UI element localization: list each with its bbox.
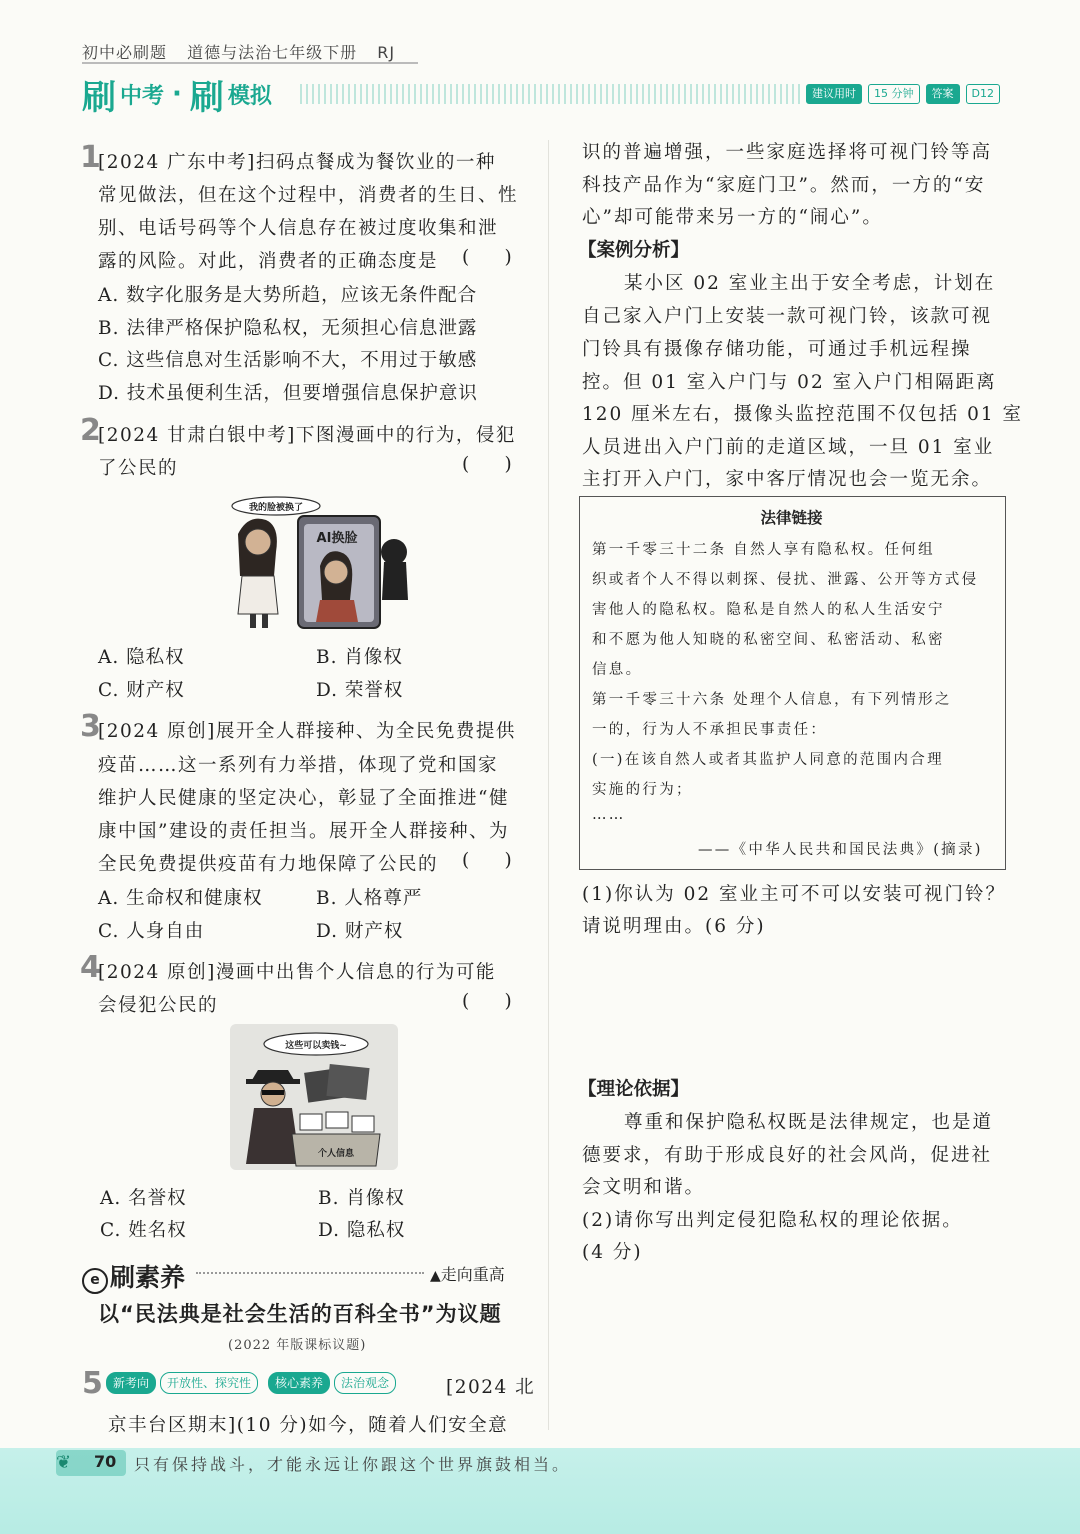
time-value: 15 分钟 bbox=[868, 84, 920, 104]
law-line-10: …… bbox=[592, 807, 626, 823]
section-brand bbox=[82, 74, 272, 118]
q2-option-d: D. 荣誉权 bbox=[316, 680, 404, 701]
tag-rule-of-law: 法治观念 bbox=[334, 1372, 396, 1394]
case-line-3: 门铃具有摄像存储功能，可通过手机远程操 bbox=[582, 339, 972, 360]
brand-dot: · bbox=[172, 79, 182, 109]
topic-title: 以“民法典是社会生活的百科全书”为议题 bbox=[98, 1302, 502, 1326]
intro-line-3: 心”却可能带来另一方的“闹心”。 bbox=[582, 207, 883, 228]
q1-option-a: A. 数字化服务是大势所趋，应该无条件配合 bbox=[98, 285, 478, 306]
question-number-5: 5 bbox=[82, 1366, 103, 1401]
q3-line-2: 疫苗……这一系列有力举措，体现了党和国家 bbox=[98, 755, 499, 776]
q4-line-1: [2024 原创]漫画中出售个人信息的行为可能 bbox=[98, 962, 496, 983]
q4-option-b: B. 肖像权 bbox=[318, 1188, 405, 1209]
q4-answer-blank[interactable]: ( ) bbox=[462, 991, 512, 1012]
law-source: ——《中华人民共和国民法典》(摘录) bbox=[698, 842, 983, 858]
cartoon1-bubble: 我的脸被换了 bbox=[248, 503, 304, 513]
q5-tags bbox=[106, 1372, 396, 1394]
q3-line-3: 维护人民健康的坚定决心，彰显了全面推进“健 bbox=[98, 788, 509, 809]
edition-label: RJ bbox=[377, 43, 396, 62]
cartoon1-label: AI换脸 bbox=[316, 531, 358, 546]
tag-core-literacy: 核心素养 bbox=[268, 1372, 330, 1394]
case-line-4: 控。但 01 室入户门与 02 室入户门相隔距离 bbox=[582, 372, 997, 393]
suyang-title-text: 刷素养 bbox=[110, 1263, 186, 1292]
question-number-4: 4 bbox=[80, 950, 101, 985]
case-line-6: 人员进出入户门前的走道区域，一旦 01 室业 bbox=[582, 437, 995, 458]
sub-question-1-line-1: (1)你认为 02 室业主可不可以安装可视门铃？ bbox=[582, 884, 1007, 905]
q1-line-1: [2024 广东中考]扫码点餐成为餐饮业的一种 bbox=[98, 152, 496, 173]
q2-option-a: A. 隐私权 bbox=[98, 647, 185, 668]
suyang-side-text: 走向重高 bbox=[440, 1265, 505, 1284]
theory-line-2: 德要求，有助于形成良好的社会风尚，促进社 bbox=[582, 1145, 993, 1166]
law-line-6: 第一千零三十六条 处理个人信息，有下列情形之 bbox=[592, 692, 952, 708]
q3-answer-blank[interactable]: ( ) bbox=[462, 850, 512, 871]
brand-moni: 模拟 bbox=[227, 83, 272, 109]
time-label: 建议用时 bbox=[806, 84, 862, 104]
law-line-1: 第一千零三十二条 自然人享有隐私权。任何组 bbox=[592, 542, 935, 558]
q4-option-d: D. 隐私权 bbox=[318, 1220, 406, 1241]
cartoon2-bubble: 这些可以卖钱~ bbox=[285, 1041, 347, 1051]
question-number-3: 3 bbox=[80, 709, 101, 744]
q1-option-c: C. 这些信息对生活影响不大，不用过于敏感 bbox=[98, 350, 478, 371]
q1-line-3: 别、电话号码等个人信息存在被过度收集和泄 bbox=[98, 218, 499, 239]
q4-option-c: C. 姓名权 bbox=[100, 1220, 187, 1241]
case-line-7: 主打开入户门，家中客厅情况也会一览无余。 bbox=[582, 469, 993, 490]
brand-stripe-decoration bbox=[300, 84, 800, 104]
section-icon: e bbox=[82, 1268, 108, 1294]
brand-shua-2: 刷 bbox=[189, 77, 224, 118]
law-line-4: 和不愿为他人知晓的私密空间、私密活动、私密 bbox=[592, 632, 945, 648]
law-line-2: 织或者个人不得以刺探、侵扰、泄露、公开等方式侵 bbox=[592, 572, 979, 588]
q2-line-1: [2024 甘肃白银中考]下图漫画中的行为，侵犯 bbox=[98, 425, 516, 446]
case-line-2: 自己家入户门上安装一款可视门铃，该款可视 bbox=[582, 306, 993, 327]
selling-info-cartoon bbox=[230, 1024, 398, 1170]
law-line-3: 害他人的隐私权。隐私是自然人的私人生活安宁 bbox=[592, 602, 945, 618]
suyang-section-title bbox=[82, 1258, 185, 1294]
book-header bbox=[82, 40, 409, 63]
q3-option-c: C. 人身自由 bbox=[98, 921, 205, 942]
time-info bbox=[806, 84, 1000, 104]
case-line-1: 某小区 02 室业主出于安全考虑，计划在 bbox=[624, 273, 996, 294]
tag-new-direction: 新考向 bbox=[106, 1372, 156, 1394]
theory-line-1: 尊重和保护隐私权既是法律规定，也是道 bbox=[624, 1112, 994, 1133]
q2-answer-blank[interactable]: ( ) bbox=[462, 454, 512, 475]
cartoon2-box-label: 个人信息 bbox=[317, 1149, 355, 1159]
climb-icon: ▲ bbox=[430, 1268, 441, 1284]
law-line-9: 实施的行为； bbox=[592, 782, 693, 798]
brand-shua-1: 刷 bbox=[82, 77, 116, 118]
law-link-title: 法律链接 bbox=[760, 509, 823, 527]
case-analysis-heading: 【案例分析】 bbox=[578, 240, 690, 261]
suyang-side-label bbox=[430, 1262, 505, 1285]
leaf-icon: ❦ bbox=[56, 1452, 72, 1473]
q3-line-4: 康中国”建设的责任担当。展开全人群接种、为 bbox=[98, 821, 509, 842]
selling-info-illustration bbox=[230, 1024, 398, 1170]
intro-line-1: 识的普遍增强，一些家庭选择将可视门铃等高 bbox=[582, 142, 993, 163]
answer-area-1[interactable] bbox=[582, 944, 1002, 1064]
sub-question-2-line-2: (4 分) bbox=[582, 1242, 643, 1263]
answer-area-2[interactable] bbox=[582, 1270, 1002, 1420]
intro-line-2: 科技产品作为“家庭门卫”。然而，一方的“安 bbox=[582, 175, 986, 196]
answer-label: 答案 bbox=[926, 84, 960, 104]
q5-line-1: [2024 北 bbox=[446, 1377, 536, 1398]
sub-question-1-line-2: 请说明理由。(6 分) bbox=[582, 916, 766, 937]
law-line-7: 一的，行为人不承担民事责任： bbox=[592, 722, 828, 738]
ai-face-swap-illustration bbox=[224, 496, 410, 630]
footer-motto: 只有保持战斗，才能永远让你跟这个世界旗鼓相当。 bbox=[134, 1455, 572, 1474]
topic-subtitle: (2022 年版课标议题) bbox=[228, 1338, 367, 1353]
q5-line-2: 京丰台区期末](10 分)如今，随着人们安全意 bbox=[108, 1415, 509, 1436]
q1-answer-blank[interactable]: ( ) bbox=[462, 247, 512, 268]
q3-option-a: A. 生命权和健康权 bbox=[98, 888, 263, 909]
ai-face-swap-cartoon bbox=[224, 496, 410, 630]
theory-heading: 【理论依据】 bbox=[578, 1079, 690, 1100]
sub-question-2-line-1: (2)请你写出判定侵犯隐私权的理论依据。 bbox=[582, 1210, 963, 1231]
case-line-5: 120 厘米左右，摄像头监控范围不仅包括 01 室 bbox=[582, 404, 1023, 425]
q2-line-2: 了公民的 bbox=[98, 458, 179, 479]
q1-line-2: 常见做法，但在这个过程中，消费者的生日、性 bbox=[98, 185, 519, 206]
suyang-dotted-rule bbox=[196, 1272, 424, 1274]
q3-line-5: 全民免费提供疫苗有力地保障了公民的 bbox=[98, 854, 439, 875]
q4-line-2: 会侵犯公民的 bbox=[98, 995, 219, 1016]
q1-line-4: 露的风险。对此，消费者的正确态度是 bbox=[98, 251, 439, 272]
q2-option-c: C. 财产权 bbox=[98, 680, 185, 701]
answer-page: D12 bbox=[966, 84, 1000, 104]
question-number-2: 2 bbox=[80, 413, 101, 448]
series-name: 初中必刷题 bbox=[82, 43, 168, 62]
law-line-8: (一)在该自然人或者其监护人同意的范围内合理 bbox=[592, 752, 944, 768]
brand-zhongkao: 中考 bbox=[120, 83, 165, 109]
q1-option-d: D. 技术虽便利生活，但要增强信息保护意识 bbox=[98, 383, 478, 404]
q3-option-b: B. 人格尊严 bbox=[316, 888, 423, 909]
q3-option-d: D. 财产权 bbox=[316, 921, 404, 942]
q3-line-1: [2024 原创]展开全人群接种、为全民免费提供 bbox=[98, 721, 516, 742]
law-line-5: 信息。 bbox=[592, 662, 643, 678]
theory-line-3: 会文明和谐。 bbox=[582, 1177, 706, 1198]
header-rule bbox=[82, 62, 418, 64]
q2-option-b: B. 肖像权 bbox=[316, 647, 403, 668]
page-number: 70 bbox=[94, 1452, 117, 1471]
column-divider bbox=[548, 140, 549, 1430]
q4-option-a: A. 名誉权 bbox=[100, 1188, 187, 1209]
tag-open-explore: 开放性、探究性 bbox=[160, 1372, 258, 1394]
q1-option-b: B. 法律严格保护隐私权，无须担心信息泄露 bbox=[98, 318, 478, 339]
subject-name: 道德与法治七年级下册 bbox=[187, 43, 358, 62]
question-number-1: 1 bbox=[80, 140, 101, 175]
